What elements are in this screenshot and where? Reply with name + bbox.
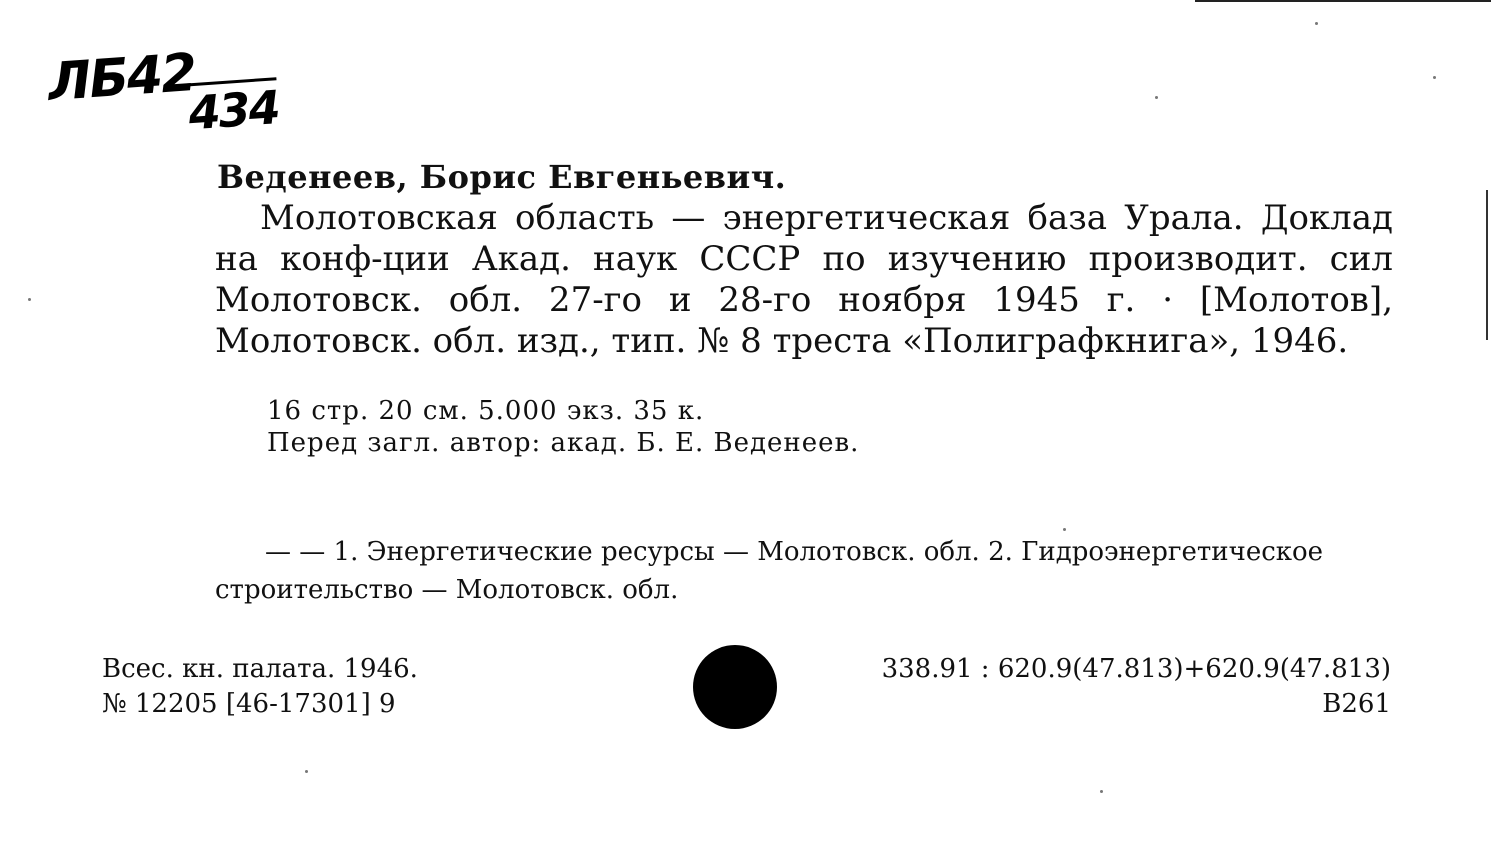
subject-headings [215, 533, 1393, 609]
classification-line-1: 338.91 : 620.9(47.813)+620.9(47.813) [881, 654, 1391, 684]
scan-speck [1433, 76, 1436, 79]
shelfmark-main: ЛБ42 [46, 42, 198, 114]
handwritten-shelfmark [46, 42, 281, 141]
scan-speck [305, 770, 308, 773]
scan-speck [1063, 528, 1066, 531]
punch-hole [693, 645, 777, 729]
scan-speck [1315, 22, 1318, 25]
author-note: Перед загл. автор: акад. Б. Е. Веденеев. [267, 428, 860, 458]
physical-description: 16 стр. 20 см. 5.000 экз. 35 к. [267, 396, 705, 426]
classification-line-2: В261 [1322, 689, 1391, 719]
subjects-text: — — 1. Энергетические ресурсы — Молотовск. обл. 2. Гидроэнергетическое строительство — Молотовск. обл. [215, 537, 1324, 605]
chamber-line-2: № 12205 [46-17301] 9 [102, 689, 396, 719]
classification-numbers [882, 652, 1391, 722]
title-description [215, 198, 1393, 362]
book-chamber-imprint [102, 652, 418, 722]
right-border-line [1486, 190, 1488, 340]
chamber-line-1: Всес. кн. палата. 1946. [102, 654, 418, 684]
author-heading: Веденеев, Борис Евгеньевич. [217, 158, 787, 196]
scan-speck [1100, 790, 1103, 793]
shelfmark-sub: 434 [187, 77, 281, 140]
scan-speck [1155, 96, 1158, 99]
scan-speck [28, 298, 31, 301]
description-text: Молотовская область — энергетическая база Урала. Доклад на конф-ции Акад. наук СССР по изучению производит. сил Молотовск. обл. 27-го и 28-го ноября 1945 г. · [Молотов], Молотовск. обл. изд., тип. № 8 треста «Полиграфкнига», 1946. [215, 198, 1393, 361]
top-border-line [1195, 0, 1491, 2]
